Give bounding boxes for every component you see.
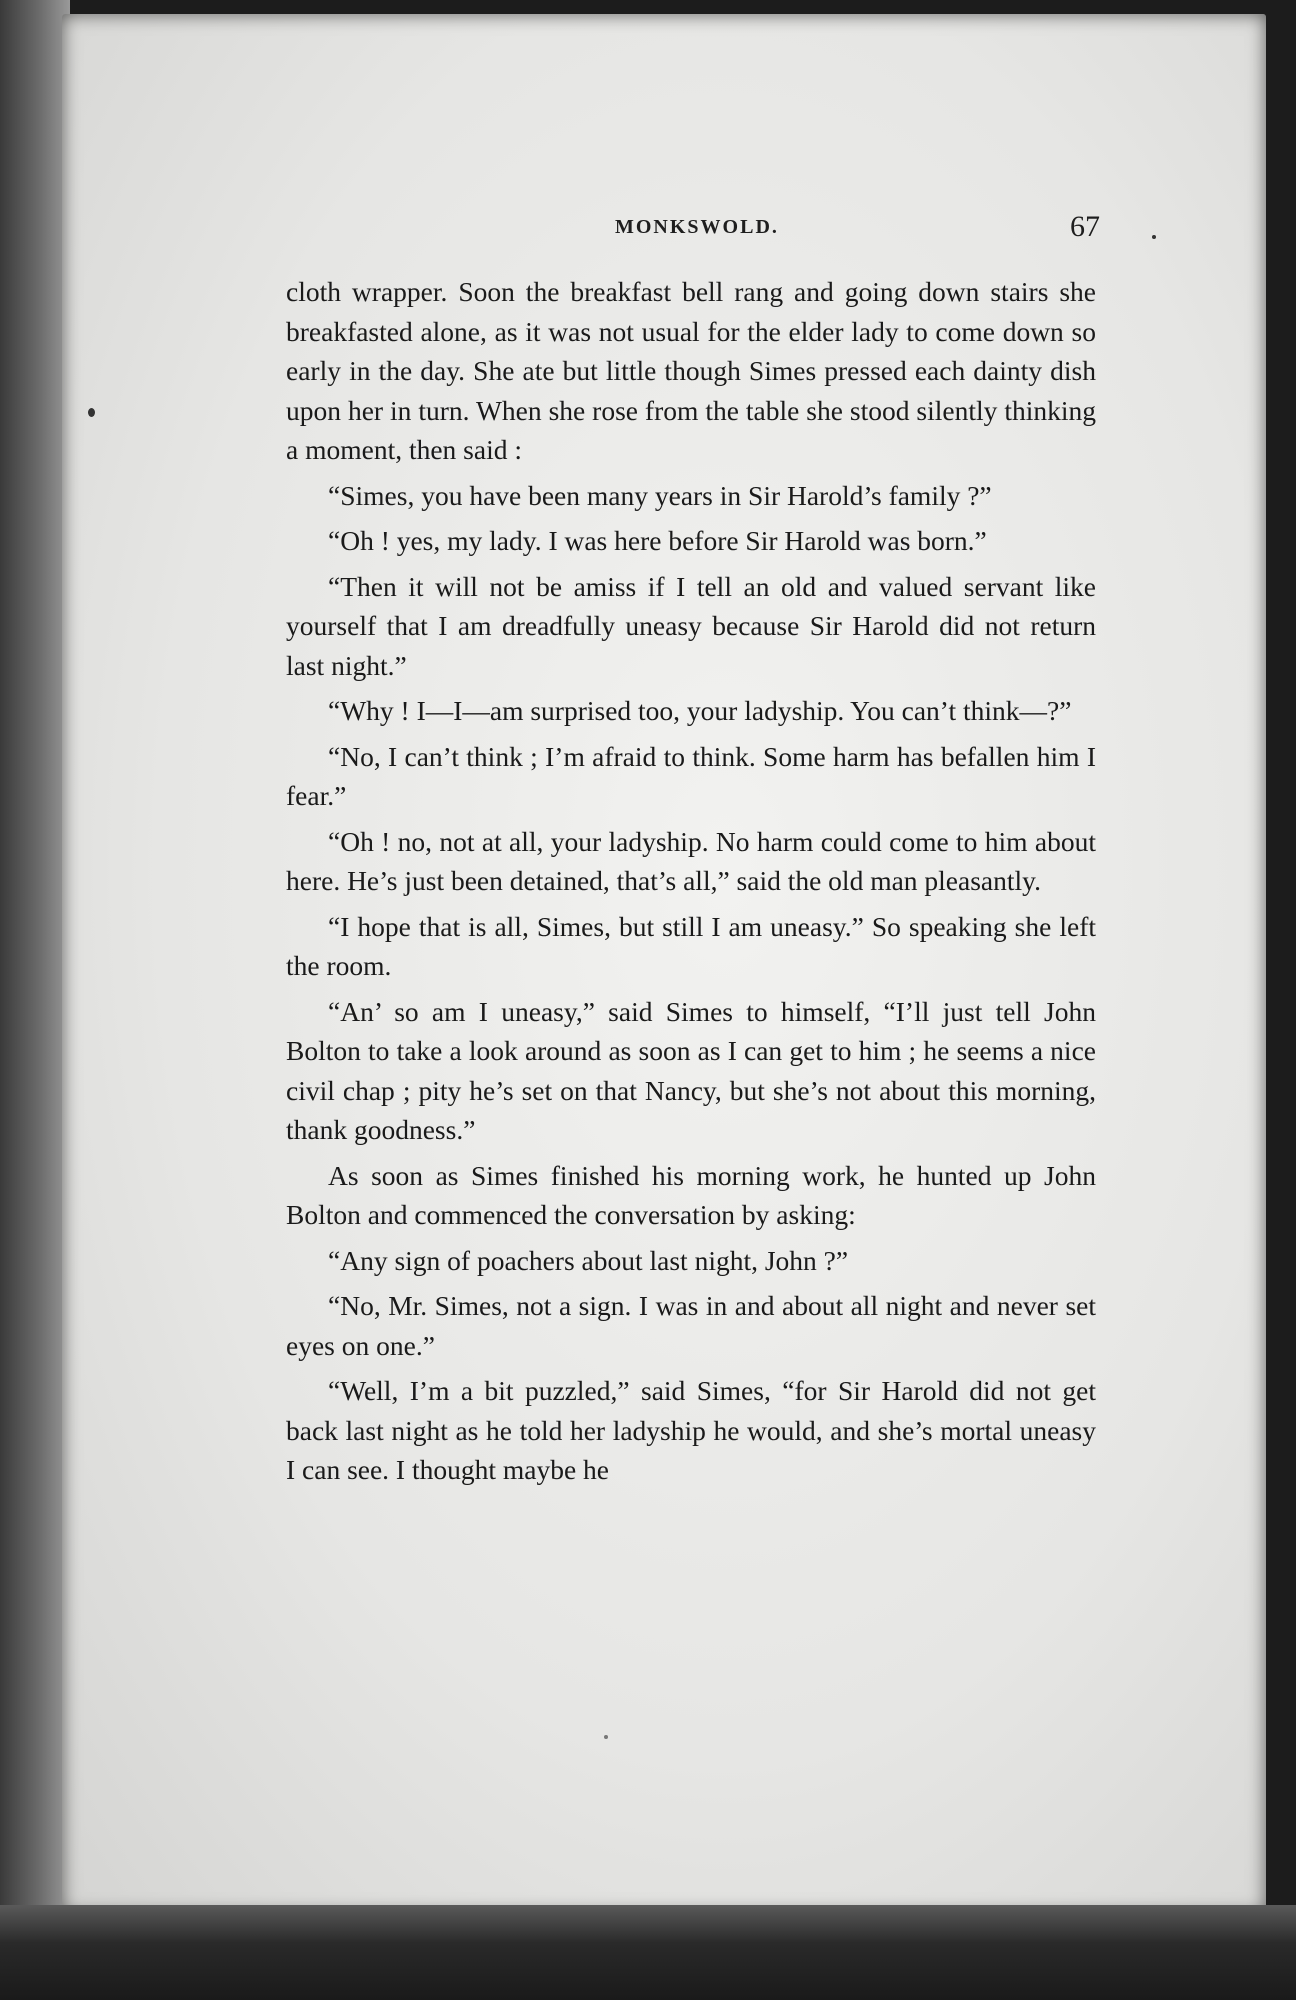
- dust-speck: [1152, 235, 1156, 239]
- paragraph: “Simes, you have been many years in Sir Harold’s family ?”: [328, 479, 992, 511]
- paragraph: “Well, I’m a bit puzzled,” said Simes, “for Sir Harold did not get back last night as he told her ladyship he would, and she’s mortal uneasy I can see. I thought maybe he: [286, 1375, 1096, 1485]
- dust-speck: [604, 1735, 608, 1739]
- paragraph: As soon as Simes finished his morning work, he hunted up John Bolton and commenced the conversation by asking:: [286, 1159, 1096, 1230]
- paragraph: “I hope that is all, Simes, but still I am uneasy.” So speaking she left the room.: [286, 910, 1096, 981]
- paragraph: “Then it will not be amiss if I tell an old and valued servant like yourself that I am dreadfully uneasy because Sir Harold did not return last night.”: [286, 570, 1096, 681]
- paragraph: “Oh ! no, not at all, your ladyship. No harm could come to him about here. He’s just been detained, that’s all,” said the old man pleasantly.: [286, 825, 1096, 896]
- paragraph: “Why ! I—I—am surprised too, your ladyship. You can’t think—?”: [328, 695, 1072, 726]
- scan-bottom-edge: [0, 1905, 1296, 2000]
- paragraph: “No, I can’t think ; I’m afraid to think. Some harm has befallen him I fear.”: [286, 740, 1096, 811]
- paragraph: “Oh ! yes, my lady. I was here before Sir Harold was born.”: [328, 525, 987, 556]
- paragraph: “No, Mr. Simes, not a sign. I was in and about all night and never set eyes on one.”: [286, 1290, 1096, 1361]
- paragraph: cloth wrapper. Soon the breakfast bell rang and going down stairs she breakfasted alone, as it was not usual for the elder lady to come down so early in the day. She ate but little though Simes pressed each dainty dish upon her in turn. When she rose from the table she stood silently thinking a moment, then said :: [286, 276, 1096, 465]
- dust-speck: [88, 408, 95, 417]
- paragraph: “Any sign of poachers about last night, John ?”: [328, 1244, 849, 1276]
- page-header: [290, 212, 1100, 252]
- paragraph: “An’ so am I uneasy,” said Simes to himself, “I’ll just tell John Bolton to take a look around as soon as I can get to him ; he seems a nice civil chap ; pity he’s set on that Nancy, but she’s not about this morning, thank goodness.”: [286, 995, 1096, 1145]
- page-number: 67: [1070, 210, 1100, 243]
- body-text: [286, 272, 1096, 1496]
- binding-shadow: [0, 0, 70, 2000]
- running-title: MONKSWOLD.: [615, 216, 779, 238]
